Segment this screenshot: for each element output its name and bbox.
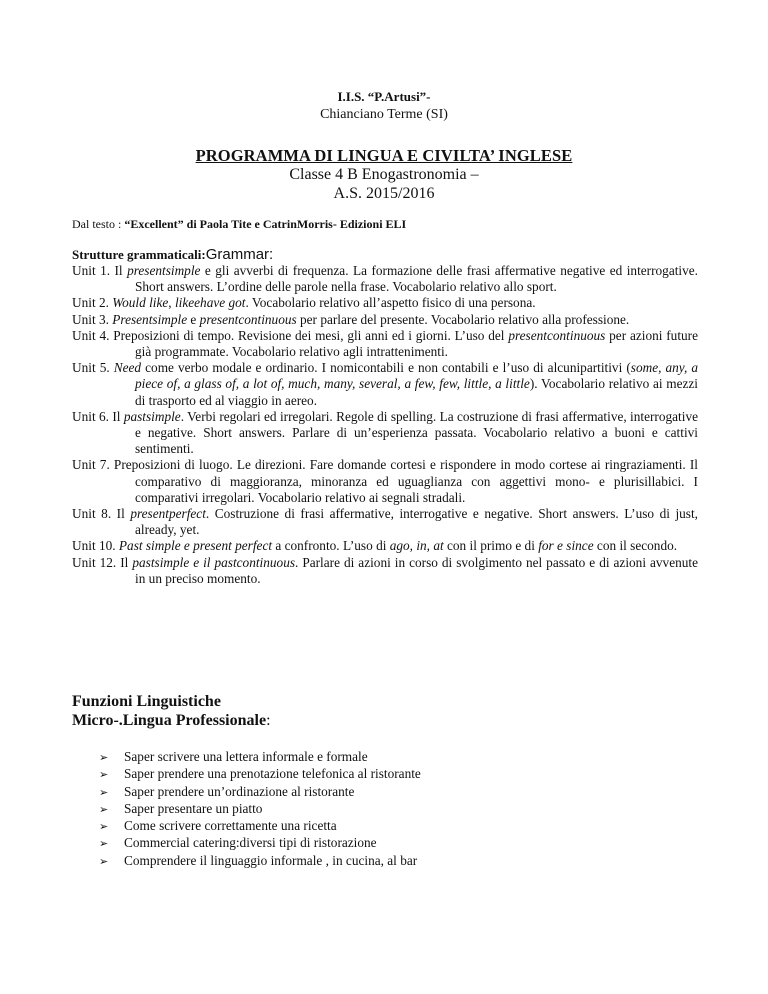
list-item-text: Saper presentare un piatto — [124, 800, 263, 816]
functions-heading — [72, 692, 271, 730]
functions-heading-colon: : — [266, 712, 271, 729]
unit-italic-text: presentsimple — [127, 263, 201, 278]
arrow-bullet-icon: ➢ — [99, 785, 109, 799]
unit-item — [72, 312, 698, 328]
unit-item — [72, 538, 698, 554]
unit-text: Unit 7. Preposizioni di luogo. Le direzioni. Fare domande cortesi e rispondere in modo cortese ai ringraziamenti. Il comparativo di maggioranza, minoranza ed uguaglianza con aggettivi mono- e plurisillabici. I comparativi irregolari. Vocabolario relativo ai segnali stradali. — [72, 457, 698, 505]
page-title: PROGRAMMA DI LINGUA E CIVILTA’ INGLESE — [195, 146, 573, 165]
arrow-bullet-icon: ➢ — [99, 837, 109, 851]
list-item-text: Saper scrivere una lettera informale e formale — [124, 749, 368, 764]
unit-text: a confronto. L’uso di — [272, 538, 390, 554]
list-item — [99, 853, 421, 870]
unit-italic-text: likee — [174, 295, 201, 311]
unit-italic-text: Presentsimple — [112, 311, 188, 327]
grammar-heading-bold: Strutture grammaticali: — [72, 247, 206, 262]
unit-italic-text: Past simple e present perfect — [118, 538, 273, 554]
list-item — [99, 801, 421, 818]
list-item-text: Come scrivere correttamente una ricetta — [124, 818, 337, 834]
arrow-bullet-icon: ➢ — [99, 820, 109, 834]
list-item-text: Comprendere il linguaggio informale , in cucina, al bar — [124, 852, 418, 868]
unit-text: come verbo modale e ordinario. I nomicontabili e non contabili e l’uso di alcunipartitivi ( — [141, 360, 631, 376]
unit-italic-text: Need — [113, 360, 142, 376]
unit-item — [72, 263, 698, 295]
list-item — [99, 749, 421, 766]
unit-text: . Parlare di azioni in corso di svolgimento nel passato e di azioni avvenute in un preciso momento. — [135, 554, 699, 586]
grammar-heading — [72, 246, 273, 263]
unit-italic-text: Would like — [112, 295, 169, 311]
unit-text: Unit 10. — [72, 538, 119, 554]
grammar-heading-plain: Grammar: — [205, 246, 274, 263]
unit-text: ). Vocabolario relativo ai mezzi di trasporto ed al viaggio in aereo. — [135, 376, 698, 408]
unit-italic-text: ago, in, at — [389, 538, 444, 554]
unit-italic-text: for e since — [538, 538, 594, 554]
units-list — [72, 263, 698, 587]
textbook-reference — [72, 217, 406, 232]
unit-text: e gli avverbi di frequenza. La formazione delle frasi affermative negative ed interrogative. Short answers. L’ordine delle parole nella frase. Vocabolario relativo allo sport. — [135, 263, 698, 295]
list-item — [99, 818, 421, 835]
unit-text: Unit 4. Preposizioni di tempo. Revisione dei mesi, gli anni ed i giorni. L’uso del — [72, 327, 509, 343]
unit-text: . Vocabolario relativo all’aspetto fisico di una persona. — [245, 295, 536, 311]
arrow-bullet-icon: ➢ — [99, 854, 109, 868]
school-name: I.I.S. “P.Artusi”- — [337, 89, 431, 104]
unit-item — [72, 360, 698, 409]
unit-text: Unit 8. Il — [72, 506, 131, 522]
list-item — [99, 835, 421, 852]
unit-text: . Costruzione di frasi affermative, interrogative e negative. Short answers. L’uso di just, already, yet. — [135, 506, 698, 538]
unit-italic-text: pastsimple — [123, 408, 181, 424]
unit-text: Unit 3. — [72, 311, 113, 327]
unit-text: con il primo e di — [443, 538, 539, 554]
unit-italic-text: some, any, a piece of, a glass of, a lot of, much, many, several, a few, few, little, a little — [135, 360, 698, 392]
unit-italic-text: presentperfect — [130, 506, 206, 522]
list-item — [99, 766, 421, 783]
school-location: Chianciano Terme (SI) — [320, 107, 448, 122]
unit-item — [72, 457, 698, 506]
list-item-text: Commercial catering:diversi tipi di ristorazione — [124, 835, 377, 851]
unit-text: Unit 12. Il — [72, 554, 133, 570]
textbook-title: “Excellent” di Paola Tite e CatrinMorris- Edizioni ELI — [124, 217, 407, 231]
unit-text: , — [168, 295, 175, 311]
unit-italic-text: have got — [200, 295, 246, 311]
unit-text: per parlare del presente. Vocabolario relativo alla professione. — [296, 311, 630, 327]
arrow-bullet-icon: ➢ — [99, 751, 109, 764]
unit-text: per azioni future già programmate. Vocabolario relativo agli intrattenimenti. — [135, 327, 698, 360]
unit-text: con il secondo. — [593, 538, 678, 554]
unit-text: Unit 6. Il — [72, 408, 124, 424]
class-line: Classe 4 B Enogastronomia – — [289, 166, 479, 183]
functions-heading-line1: Funzioni Linguistiche — [72, 693, 221, 710]
unit-italic-text: presentcontinuous — [199, 311, 297, 327]
list-item-text: Saper prendere una prenotazione telefonica al ristorante — [124, 766, 421, 782]
textbook-label: Dal testo : — [72, 217, 125, 231]
unit-item — [72, 555, 698, 587]
unit-item — [72, 295, 698, 311]
unit-italic-text: pastsimple e il pastcontinuous — [132, 554, 296, 570]
functions-list — [99, 749, 421, 870]
unit-text: Unit 1. Il — [72, 263, 128, 278]
unit-item — [72, 409, 698, 458]
functions-heading-line2: Micro-.Lingua Professionale — [72, 712, 267, 729]
arrow-bullet-icon: ➢ — [99, 768, 109, 782]
school-year: A.S. 2015/2016 — [333, 185, 435, 202]
unit-text: Unit 2. — [72, 295, 113, 311]
unit-item — [72, 506, 698, 538]
list-item — [99, 784, 421, 801]
unit-text: e — [187, 311, 200, 327]
unit-item — [72, 328, 698, 360]
unit-italic-text: presentcontinuous — [508, 327, 606, 343]
unit-text: Unit 5. — [72, 360, 114, 376]
list-item-text: Saper prendere un’ordinazione al ristorante — [124, 783, 355, 799]
unit-text: . Verbi regolari ed irregolari. Regole di spelling. La costruzione di frasi affermative, interrogative e negative. Short answers. Parlare di un’esperienza passata. Vocabolario relativo a buoni e cattivi sentimenti. — [135, 408, 698, 457]
arrow-bullet-icon: ➢ — [99, 802, 109, 816]
